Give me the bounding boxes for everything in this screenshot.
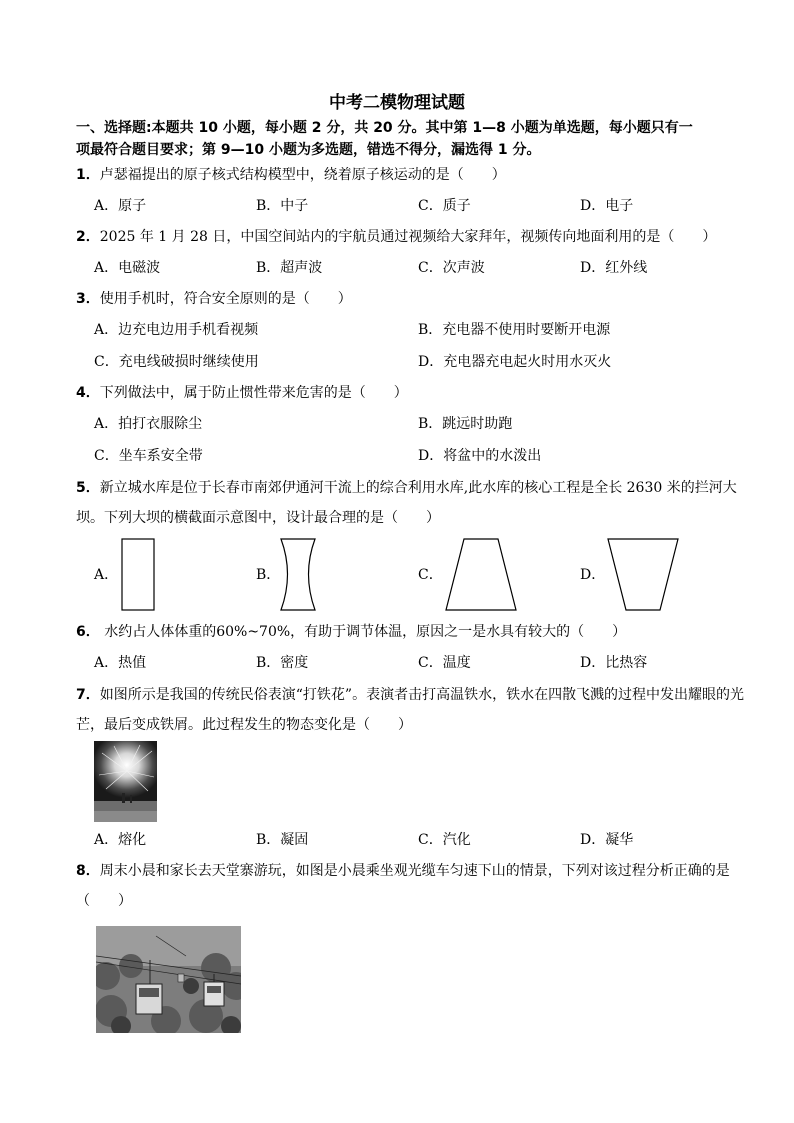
- option-c: C．温度: [418, 655, 471, 671]
- question-number: 1．: [76, 167, 100, 183]
- option-a: A．熔化: [94, 832, 147, 848]
- option-b: B．跳远时助跑: [418, 416, 513, 432]
- question-6: [76, 620, 756, 644]
- question-8: [76, 856, 748, 916]
- option-d: D．将盆中的水泼出: [418, 448, 542, 464]
- option-d: D．电子: [580, 198, 634, 214]
- option-c: C．汽化: [418, 832, 471, 848]
- option-d: D．红外线: [580, 260, 648, 276]
- question-text: 使用手机时，符合安全原则的是（ ）: [99, 291, 352, 307]
- option-a: A．原子: [94, 198, 147, 214]
- question-number: 5．: [76, 480, 100, 496]
- question-4: [76, 381, 756, 405]
- dam-cross-section-rectangle: [120, 538, 156, 612]
- section-heading-line1: 一、选择题:本题共 10 小题，每小题 2 分，共 20 分。其中第 1—8 小题为单选题，每小题只有一: [76, 120, 693, 136]
- question-text: 水约占人体体重的60%~70%，有助于调节体温，原因之一是水具有较大的（ ）: [99, 624, 627, 640]
- section-heading-line2: 项最符合题目要求；第 9—10 小题为多选题，错选不得分，漏选得 1 分。: [76, 142, 541, 158]
- option-b: B．超声波: [256, 260, 323, 276]
- question-number: 8．: [76, 863, 100, 879]
- option-d: D．比热容: [580, 655, 648, 671]
- question-2: [76, 225, 756, 249]
- question-text: 如图所示是我国的传统民俗表演“打铁花”。表演者击打高温铁水，铁水在四散飞溅的过程中发出耀眼的光芒，最后变成铁屑。此过程发生的物态变化是（ ）: [76, 687, 745, 733]
- option-a: A．拍打衣服除尘: [94, 416, 203, 432]
- option-c: C．坐车系安全带: [94, 448, 203, 464]
- dam-cross-section-trapezoid-wide-top: [606, 538, 680, 612]
- option-a: A．: [94, 567, 119, 583]
- option-b: B．充电器不使用时要断开电源: [418, 322, 611, 338]
- option-b: B．密度: [256, 655, 309, 671]
- question-text: 2025 年 1 月 28 日，中国空间站内的宇航员通过视频给大家拜年，视频传向地面利用的是（ ）: [99, 229, 717, 245]
- question-7: [76, 680, 748, 740]
- option-d: D．凝华: [580, 832, 634, 848]
- question-text: 周末小晨和家长去天堂寨游玩，如图是小晨乘坐观光缆车匀速下山的情景，下列对该过程分析正确的是（ ）: [76, 863, 730, 909]
- question-number: 2．: [76, 229, 100, 245]
- option-a: A．边充电边用手机看视频: [94, 322, 259, 338]
- question-text: 下列做法中，属于防止惯性带来危害的是（ ）: [99, 385, 408, 401]
- question-number: 6．: [76, 624, 100, 640]
- option-d: D．: [580, 567, 606, 583]
- option-a: A．电磁波: [94, 260, 161, 276]
- page-title: 中考二模物理试题: [329, 93, 465, 113]
- option-c: C．质子: [418, 198, 471, 214]
- option-b: B．中子: [256, 198, 309, 214]
- option-a: A．热值: [94, 655, 147, 671]
- option-d: D．充电器充电起火时用水灭火: [418, 354, 612, 370]
- option-c: C．充电线破损时继续使用: [94, 354, 259, 370]
- dam-cross-section-concave: [278, 538, 318, 612]
- option-c: C．: [418, 567, 443, 583]
- question-number: 7．: [76, 687, 100, 703]
- question-text: 新立城水库是位于长春市南郊伊通河干流上的综合利用水库,此水库的核心工程是全长 2630 米的拦河大坝。下列大坝的横截面示意图中，设计最合理的是（ ）: [76, 480, 737, 526]
- question-3: [76, 287, 756, 311]
- cable-car-photo: [96, 926, 241, 1033]
- question-1: [76, 163, 756, 187]
- dam-cross-section-trapezoid-wide-base: [444, 538, 518, 612]
- question-number: 4．: [76, 385, 100, 401]
- question-text: 卢瑟福提出的原子核式结构模型中，绕着原子核运动的是（ ）: [99, 167, 506, 183]
- question-number: 3．: [76, 291, 100, 307]
- option-b: B．: [256, 567, 281, 583]
- iron-flower-photo: [94, 741, 157, 822]
- option-c: C．次声波: [418, 260, 485, 276]
- option-b: B．凝固: [256, 832, 309, 848]
- question-5: [76, 473, 748, 533]
